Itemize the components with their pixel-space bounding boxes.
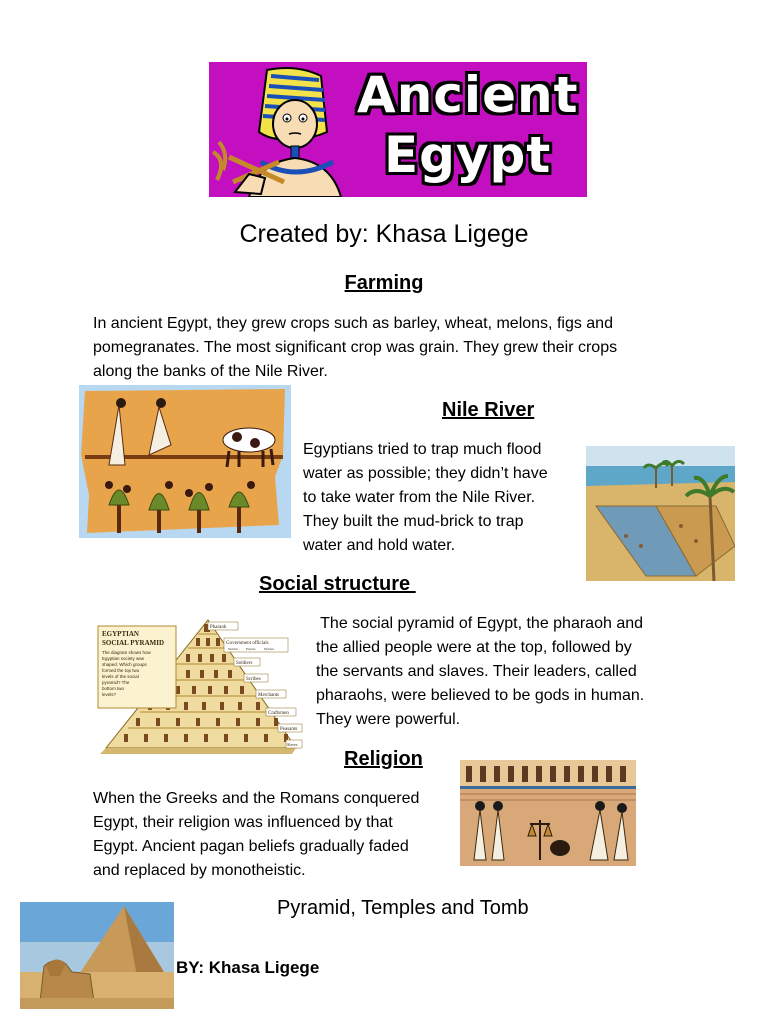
svg-text:Priests: Priests [246,647,256,651]
farming-heading: Farming [344,272,424,294]
svg-text:Soldiers: Soldiers [236,661,253,666]
svg-text:Nobles: Nobles [264,647,274,651]
svg-text:Peasants: Peasants [280,727,298,732]
svg-text:formed the top two: formed the top two [102,668,140,673]
banner-title-line1: Ancient [357,66,579,124]
svg-text:levels of the social: levels of the social [102,674,139,679]
nile-river-illustration [586,446,735,581]
svg-text:pyramid? The: pyramid? The [102,680,130,685]
svg-text:Slaves: Slaves [287,742,298,747]
svg-text:shaped. Which groups: shaped. Which groups [102,662,147,667]
created-by-line: Created by: Khasa Ligege [239,220,529,248]
ancient-egypt-banner [209,62,587,197]
farming-paragraph: In ancient Egypt, they grew crops such as barley, wheat, melons, figs and pomegranates. The most significant crop was grain. They grew their crops along the banks of the Nile River. [93,315,618,380]
religion-papyrus-painting [460,760,636,866]
byline: BY: Khasa Ligege [176,958,320,977]
religion-paragraph: When the Greeks and the Romans conquered Egypt, their religion was influenced by that Egypt. Ancient pagan beliefs gradually faded and replaced by monotheistic. [93,790,420,879]
social-structure-heading: Social structure [259,573,416,595]
svg-text:Scribes: Scribes [246,677,261,682]
svg-text:SOCIAL PYRAMID: SOCIAL PYRAMID [102,639,165,647]
farming-tomb-painting [79,385,291,538]
svg-text:levels?: levels? [102,692,117,697]
pyramid-temples-tomb-heading: Pyramid, Temples and Tomb [277,897,529,919]
svg-text:The diagram shows how: The diagram shows how [102,650,151,655]
nile-paragraph: Egyptians tried to trap much flood water as possible; they didn’t have to take water from the Nile River. They built the mud-brick to trap water and hold water. [303,441,548,554]
svg-text:Pharaoh: Pharaoh [210,625,227,630]
svg-text:Craftsmen: Craftsmen [268,711,289,716]
social-paragraph: The social pyramid of Egypt, the pharaoh and the allied people were at the top, followed by the servants and slaves. Their leaders, called pharaohs, were believed to be gods in human. They were powerful. [316,615,645,728]
svg-text:bottom two: bottom two [102,686,125,691]
svg-text:Merchants: Merchants [258,693,280,698]
social-pyramid-diagram [96,618,303,758]
pyramid-sphinx-photo [20,902,174,1009]
religion-heading: Religion [344,748,423,770]
svg-text:Nobles: Nobles [228,647,238,651]
banner-title-line2: Egypt [384,126,552,184]
svg-text:Egyptian society was: Egyptian society was [102,656,145,661]
social-pyramid-title: EGYPTIAN [102,630,139,638]
svg-text:Government officials: Government officials [226,641,269,646]
pharaoh-cartoon-icon [209,62,349,197]
nile-river-heading: Nile River [442,399,535,421]
